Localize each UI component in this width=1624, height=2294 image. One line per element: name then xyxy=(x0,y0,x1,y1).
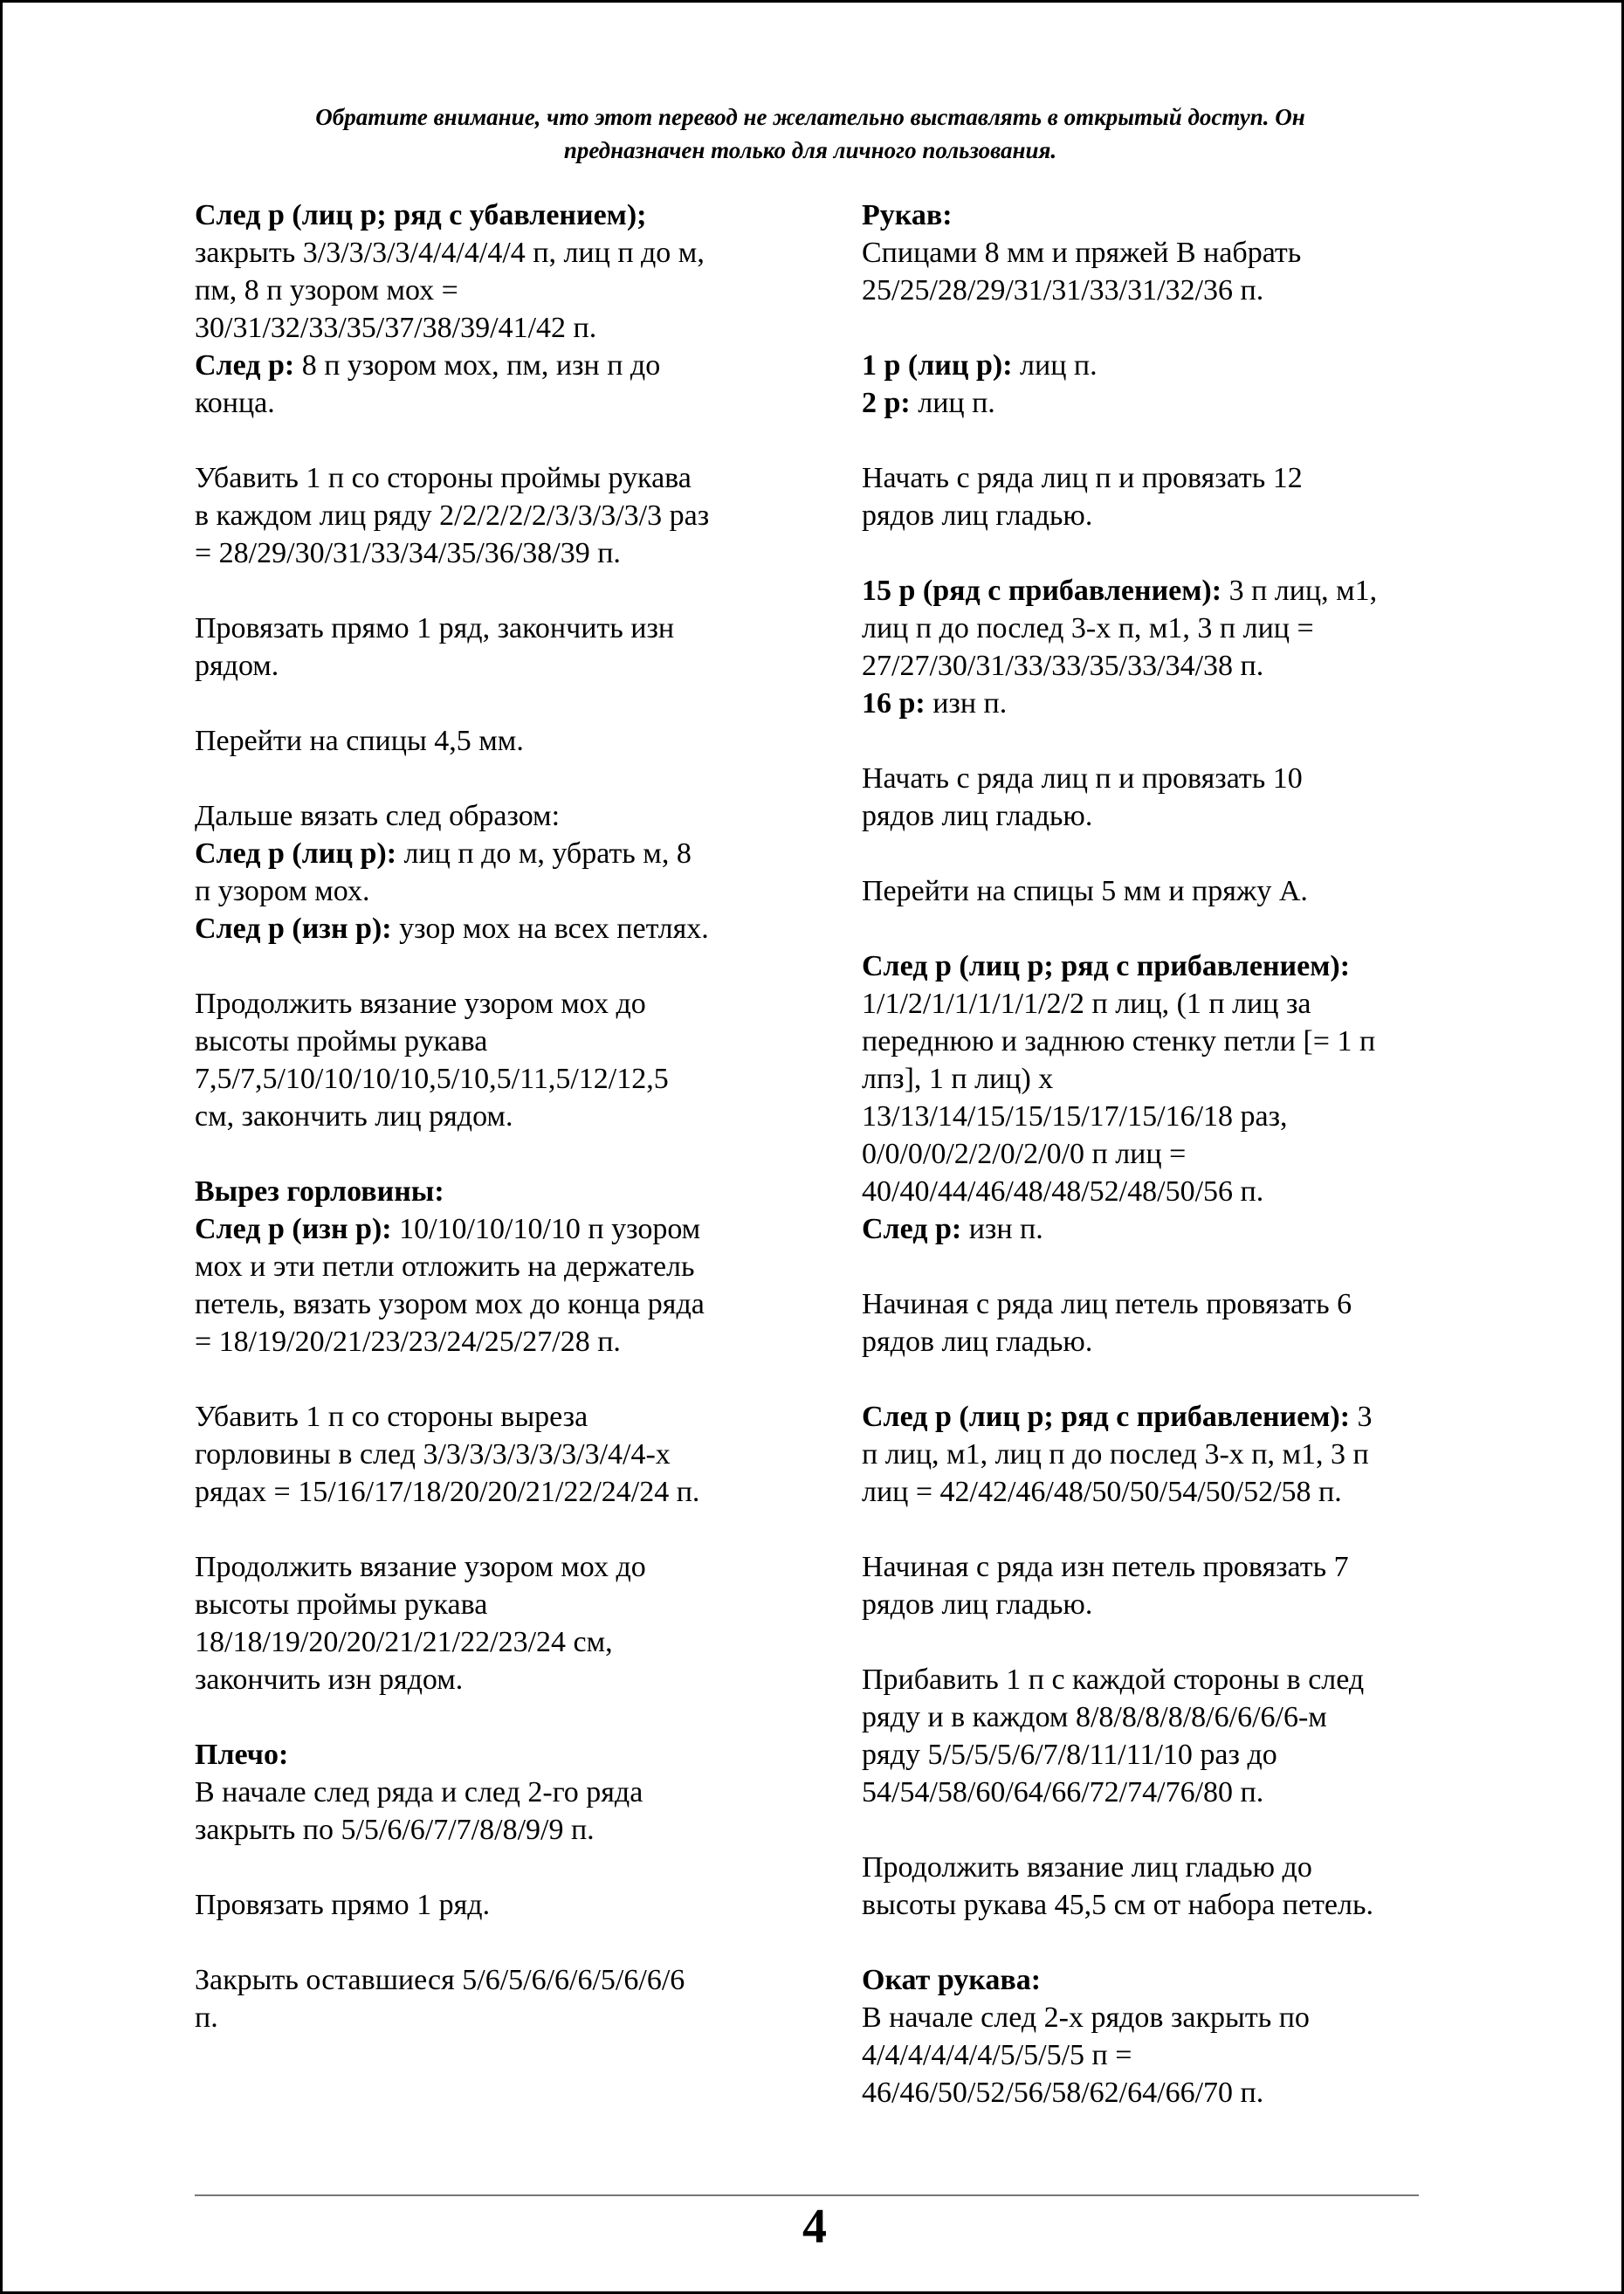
row-label: След р (лиц р; ряд с прибавлением): xyxy=(862,950,1351,982)
row-text: 3 п лиц, м1, xyxy=(1221,575,1378,607)
row-label: 2 р: xyxy=(862,387,911,419)
text-line: Дальше вязать след образом: xyxy=(195,800,561,832)
row-text: 8 п узором мох, пм, изн п до xyxy=(294,349,661,382)
paragraph-stockinette-12 xyxy=(862,459,1455,534)
section-heading: Окат рукава: xyxy=(862,1964,1042,1996)
text-line xyxy=(195,910,788,947)
row-label: След р (изн р): xyxy=(195,913,392,945)
paragraph-armhole-height xyxy=(195,985,788,1135)
row-text: изн п. xyxy=(961,1213,1043,1245)
row-text: изн п. xyxy=(925,687,1008,720)
paragraph-stockinette-10 xyxy=(862,760,1455,835)
text-line: = 18/19/20/21/23/23/24/25/27/28 п. xyxy=(195,1326,621,1358)
text-line: п лиц, м1, лиц п до послед 3-х п, м1, 3 п xyxy=(862,1438,1369,1471)
text-line: ряду и в каждом 8/8/8/8/8/8/6/6/6/6-м xyxy=(862,1701,1327,1733)
row-text: узор мох на всех петлях. xyxy=(391,913,709,945)
row-label: 16 р: xyxy=(862,687,926,720)
row-label: След р (лиц р; ряд с убавлением); xyxy=(195,199,647,231)
text-line: Убавить 1 п со стороны проймы рукава xyxy=(195,462,692,494)
text-line: высоты рукава 45,5 см от набора петель. xyxy=(862,1889,1373,1921)
paragraph-change-yarn xyxy=(862,872,1455,910)
paragraph-sleeve xyxy=(862,196,1455,309)
paragraph-continue-pattern xyxy=(195,797,788,947)
text-line: см, закончить лиц рядом. xyxy=(195,1100,513,1133)
paragraph-rows-1-2 xyxy=(862,347,1455,422)
text-line: Прибавить 1 п с каждой стороны в след xyxy=(862,1664,1365,1696)
text-line: ряду 5/5/5/5/6/7/8/11/11/10 раз до xyxy=(862,1739,1277,1771)
row-label: След р: xyxy=(195,349,295,382)
text-line xyxy=(862,1210,1455,1248)
paragraph-shoulder xyxy=(195,1736,788,1849)
paragraph-knit-straight xyxy=(195,610,788,685)
text-line: Начать с ряда лиц п и провязать 10 xyxy=(862,762,1303,795)
paragraph-stockinette-6 xyxy=(862,1285,1455,1361)
text-line: высоты проймы рукава xyxy=(195,1588,488,1621)
paragraph-neck-decrease xyxy=(195,1398,788,1511)
text-line: Спицами 8 мм и пряжей В набрать xyxy=(862,237,1302,269)
copyright-notice xyxy=(195,100,1426,167)
text-line: рядов лиц гладью. xyxy=(862,1326,1093,1358)
text-line: 1/1/2/1/1/1/1/1/2/2 п лиц, (1 п лиц за xyxy=(862,988,1311,1020)
text-line: Закрыть оставшиеся 5/6/5/6/6/6/5/6/6/6 xyxy=(195,1964,685,1996)
text-line xyxy=(862,347,1455,384)
row-label: 1 р (лиц р): xyxy=(862,349,1013,382)
text-line: лиц = 42/42/46/48/50/50/54/50/52/58 п. xyxy=(862,1476,1342,1508)
row-label: 15 р (ряд с прибавлением): xyxy=(862,575,1222,607)
text-line: закончить изн рядом. xyxy=(195,1664,464,1696)
text-line: 40/40/44/46/48/48/52/48/50/56 п. xyxy=(862,1175,1264,1208)
text-line: Начиная с ряда лиц петель провязать 6 xyxy=(862,1288,1352,1320)
paragraph-bind-off xyxy=(195,1961,788,2036)
row-text: 3 xyxy=(1350,1401,1373,1433)
text-line: петель, вязать узором мох до конца ряда xyxy=(195,1288,705,1320)
text-line: Провязать прямо 1 ряд. xyxy=(195,1889,491,1921)
text-line: рядах = 15/16/17/18/20/20/21/22/24/24 п. xyxy=(195,1476,700,1508)
text-line: В начале след ряда и след 2-го ряда xyxy=(195,1776,643,1808)
text-line: 46/46/50/52/56/58/62/64/66/70 п. xyxy=(862,2077,1264,2109)
paragraph-decrease-row xyxy=(195,196,788,422)
text-line: 54/54/58/60/64/66/72/74/76/80 п. xyxy=(862,1776,1264,1808)
right-column xyxy=(862,196,1455,2111)
paragraph-armhole-height-2 xyxy=(195,1548,788,1698)
text-line: 4/4/4/4/4/4/5/5/5/5 п = xyxy=(862,2039,1132,2071)
paragraph-increase-row-2 xyxy=(862,1398,1455,1511)
text-line xyxy=(195,835,788,872)
text-line: Перейти на спицы 4,5 мм. xyxy=(195,725,524,757)
text-line: 27/27/30/31/33/33/35/33/34/38 п. xyxy=(862,650,1264,682)
notice-line: предназначен только для личного пользования. xyxy=(563,137,1057,163)
row-label: След р: xyxy=(862,1213,962,1245)
text-line xyxy=(862,572,1455,610)
row-text: лиц п до м, убрать м, 8 xyxy=(396,837,692,870)
row-text: лиц п. xyxy=(910,387,995,419)
paragraph-stockinette-7 xyxy=(862,1548,1455,1623)
row-label: След р (лиц р): xyxy=(195,837,397,870)
paragraph-neckline xyxy=(195,1173,788,1361)
text-line: рядов лиц гладью. xyxy=(862,1588,1093,1621)
row-text: лиц п. xyxy=(1012,349,1098,382)
text-line: конца. xyxy=(195,387,275,419)
text-line: 18/18/19/20/20/21/21/22/23/24 см, xyxy=(195,1626,613,1658)
text-line: = 28/29/30/31/33/34/35/36/38/39 п. xyxy=(195,537,621,569)
text-line: высоты проймы рукава xyxy=(195,1025,488,1057)
text-line: Убавить 1 п со стороны выреза xyxy=(195,1401,588,1433)
row-text: 10/10/10/10/10 п узором xyxy=(391,1213,701,1245)
text-line: п. xyxy=(195,2001,218,2034)
notice-line: Обратите внимание, что этот перевод не желательно выставлять в открытый доступ. Он xyxy=(315,104,1305,130)
text-line: 30/31/32/33/35/37/38/39/41/42 п. xyxy=(195,312,597,344)
text-line: переднюю и заднюю стенку петли [= 1 п xyxy=(862,1025,1376,1057)
section-heading: Плечо: xyxy=(195,1739,289,1771)
text-line: закрыть 3/3/3/3/3/4/4/4/4/4 п, лиц п до м, xyxy=(195,237,705,269)
text-line: Перейти на спицы 5 мм и пряжу А. xyxy=(862,875,1308,907)
paragraph-change-needles xyxy=(195,722,788,760)
paragraph-increase-each-side xyxy=(862,1661,1455,1811)
text-line xyxy=(862,1398,1455,1436)
left-column xyxy=(195,196,788,2036)
text-line xyxy=(862,685,1455,722)
text-line: рядов лиц гладью. xyxy=(862,800,1093,832)
row-label: След р (лиц р; ряд с прибавлением): xyxy=(862,1401,1351,1433)
text-line: Начать с ряда лиц п и провязать 12 xyxy=(862,462,1303,494)
section-heading: Рукав: xyxy=(862,199,953,231)
text-line: 25/25/28/29/31/31/33/31/32/36 п. xyxy=(862,274,1264,307)
text-line xyxy=(195,347,788,384)
paragraph-armhole-decrease xyxy=(195,459,788,572)
text-line: Продолжить вязание узором мох до xyxy=(195,988,646,1020)
text-line: лиц п до послед 3-х п, м1, 3 п лиц = xyxy=(862,612,1314,644)
paragraph-sleeve-length xyxy=(862,1849,1455,1924)
text-line: мох и эти петли отложить на держатель xyxy=(195,1250,695,1283)
page-number: 4 xyxy=(802,2200,827,2254)
text-line: 13/13/14/15/15/15/17/15/16/18 раз, xyxy=(862,1100,1288,1133)
paragraph-knit-one-row xyxy=(195,1886,788,1924)
text-line: В начале след 2-х рядов закрыть по xyxy=(862,2001,1310,2034)
paragraph-sleeve-cap xyxy=(862,1961,1455,2111)
text-line: рядом. xyxy=(195,650,279,682)
row-label: След р (изн р): xyxy=(195,1213,392,1245)
text-line: лпз], 1 п лиц) х xyxy=(862,1063,1054,1095)
text-line xyxy=(862,384,1455,422)
text-line: горловины в след 3/3/3/3/3/3/3/3/4/4-х xyxy=(195,1438,671,1471)
text-line: Продолжить вязание лиц гладью до xyxy=(862,1851,1312,1884)
text-line xyxy=(195,1210,788,1248)
text-line: п узором мох. xyxy=(195,875,370,907)
text-line: рядов лиц гладью. xyxy=(862,499,1093,532)
text-line: 0/0/0/0/2/2/0/2/0/0 п лиц = xyxy=(862,1138,1187,1170)
paragraph-row-15-16 xyxy=(862,572,1455,722)
text-line: пм, 8 п узором мох = xyxy=(195,274,458,307)
text-line: в каждом лиц ряду 2/2/2/2/2/3/3/3/3/3 раз xyxy=(195,499,710,532)
text-line: Продолжить вязание узором мох до xyxy=(195,1551,646,1583)
text-line: закрыть по 5/5/6/6/7/7/8/8/9/9 п. xyxy=(195,1814,595,1846)
section-heading: Вырез горловины: xyxy=(195,1175,444,1208)
text-line: Провязать прямо 1 ряд, закончить изн xyxy=(195,612,675,644)
text-line: Начиная с ряда изн петель провязать 7 xyxy=(862,1551,1349,1583)
paragraph-increase-row xyxy=(862,947,1455,1248)
text-line: 7,5/7,5/10/10/10/10,5/10,5/11,5/12/12,5 xyxy=(195,1063,669,1095)
